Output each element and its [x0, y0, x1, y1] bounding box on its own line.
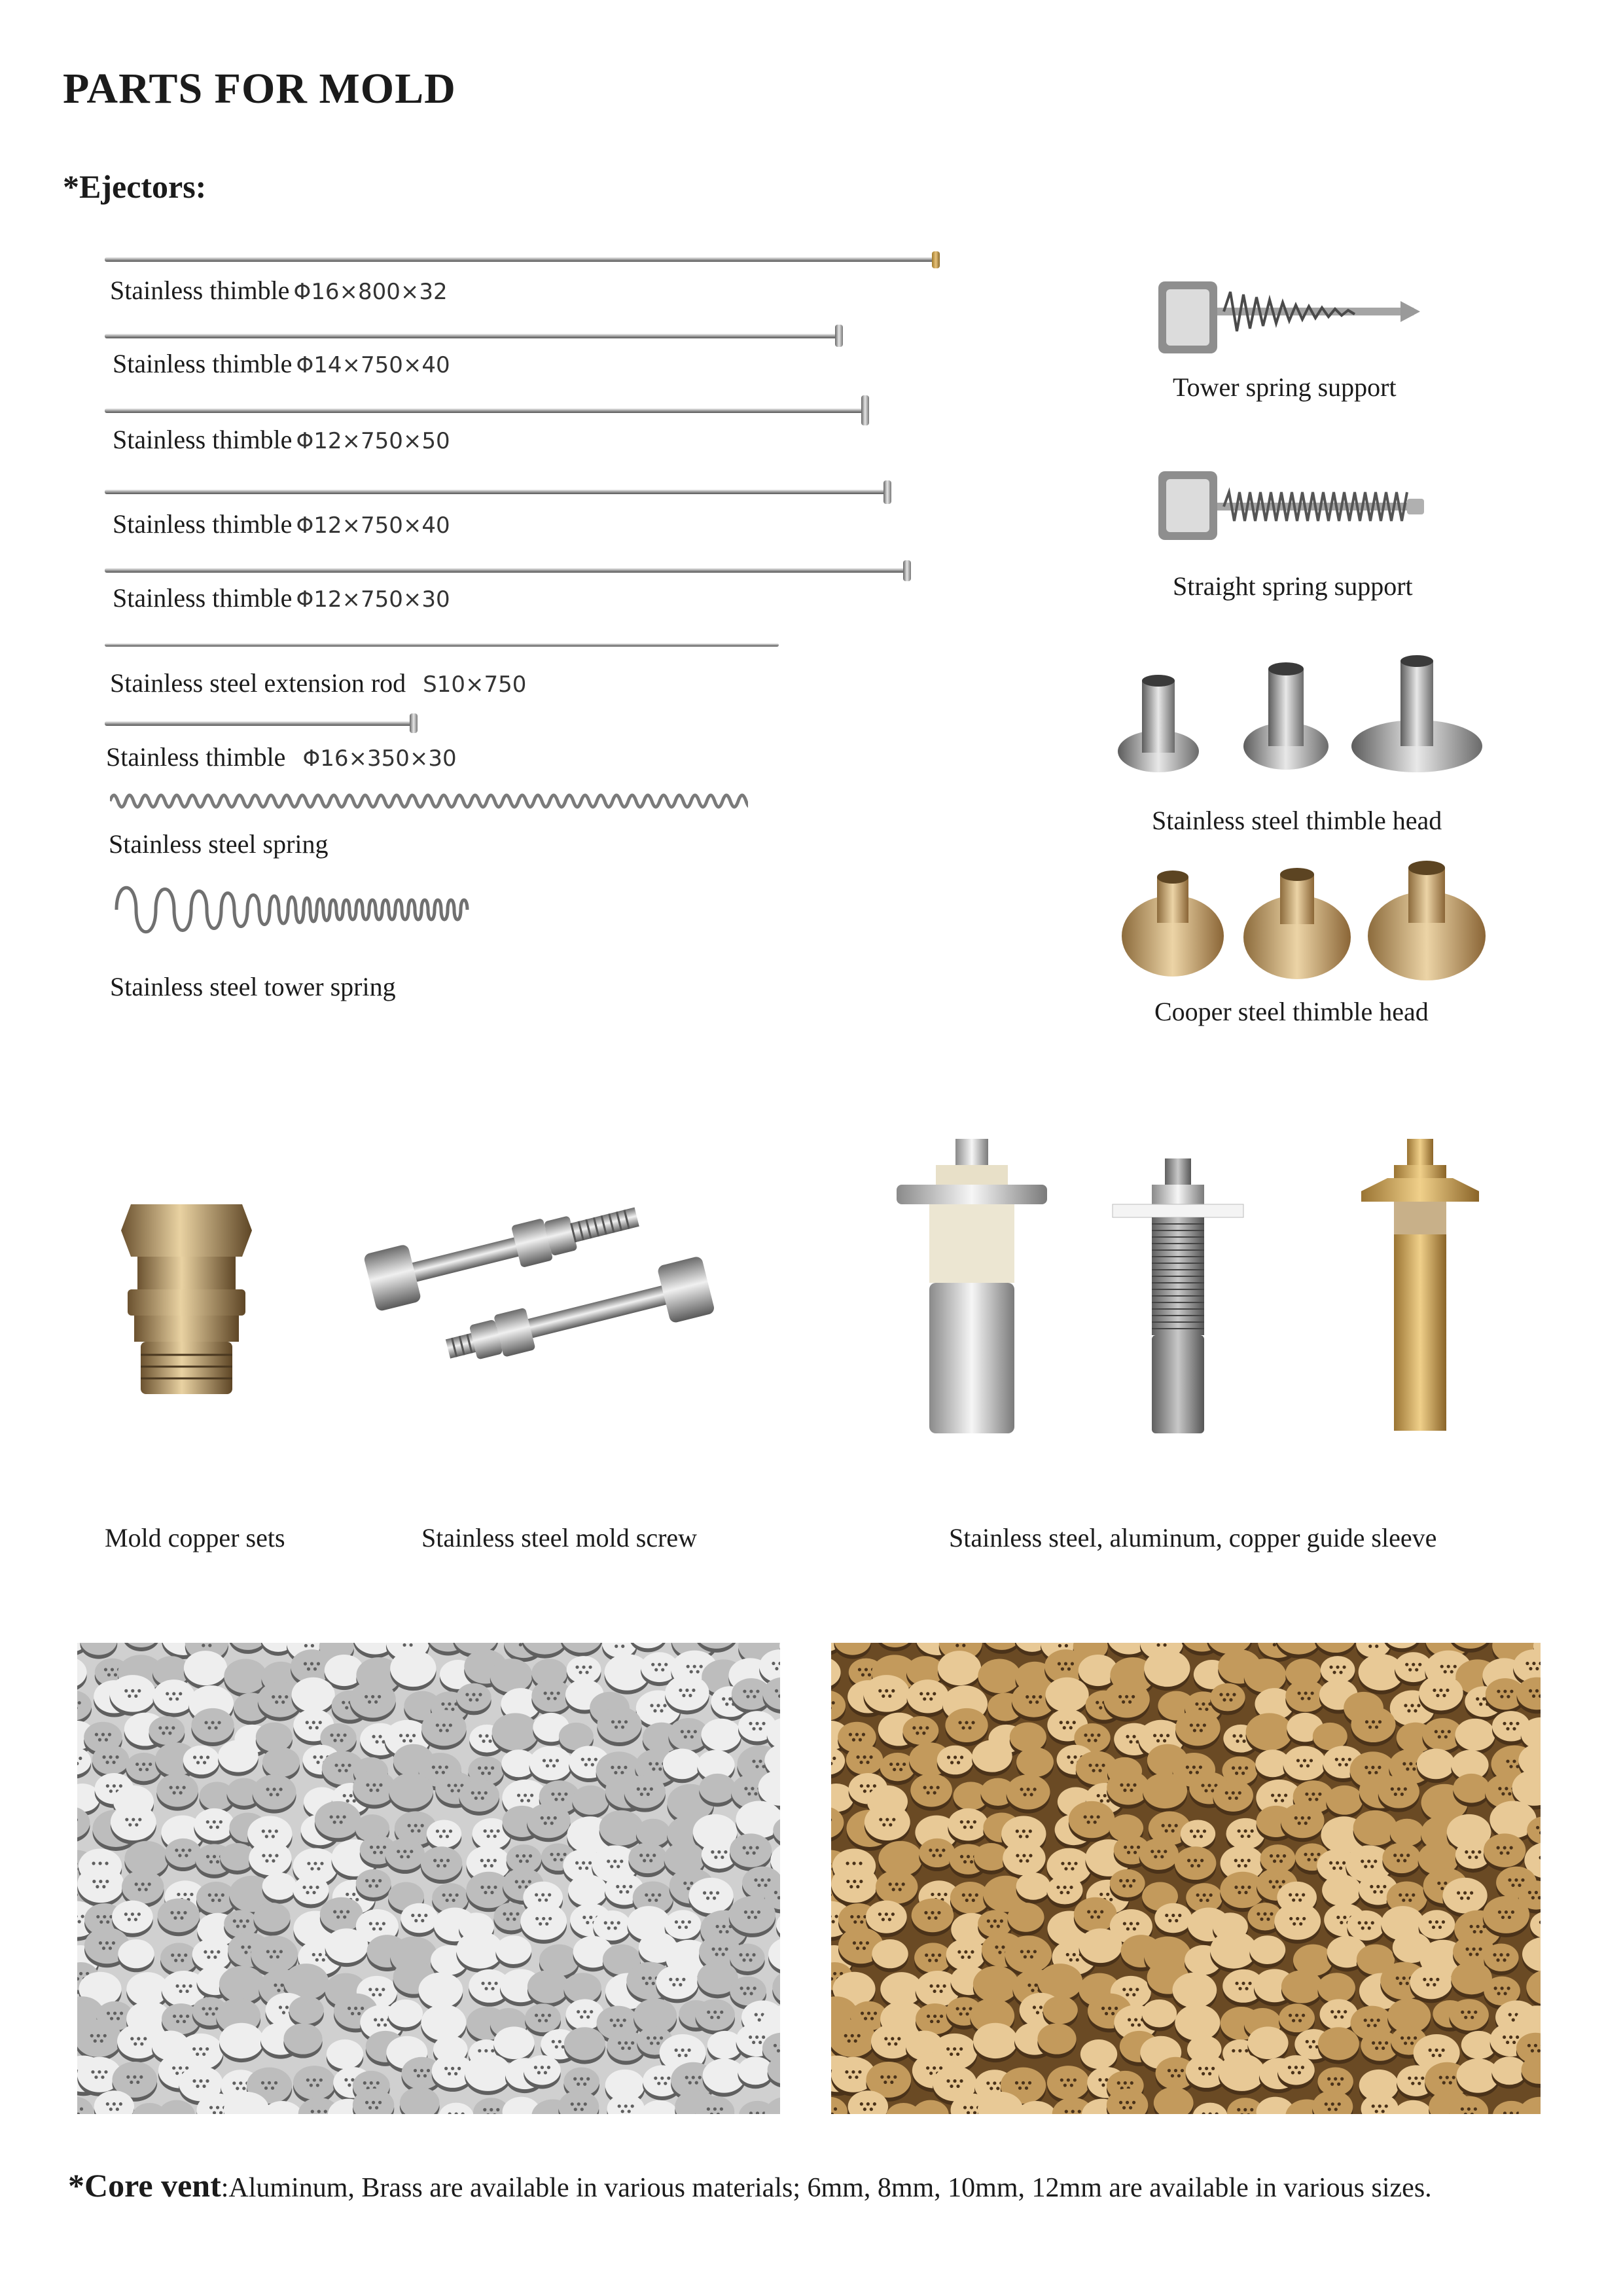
core-vent-caption — [68, 2166, 1432, 2204]
ejector-label — [106, 742, 457, 772]
ejector-spec: Φ12×750×30 — [296, 586, 450, 613]
mold-copper-set-image — [111, 1191, 262, 1407]
ejector-spec: Φ14×750×40 — [296, 352, 450, 378]
ejector-spec: S10×750 — [423, 672, 527, 698]
ejector-name: Stainless thimble — [113, 583, 293, 613]
right-part-label: Cooper steel thimble head — [1154, 997, 1429, 1026]
copper-thimble-heads-image — [1119, 857, 1492, 982]
ejector-name: Stainless thimble — [113, 509, 293, 539]
right-part-label: Straight spring support — [1173, 571, 1413, 601]
guide-sleeve-image — [890, 1139, 1505, 1453]
right-part-label: Stainless steel thimble head — [1152, 806, 1442, 835]
ejector-name: Stainless thimble — [110, 276, 290, 305]
core-vent-text: :Aluminum, Brass are available in various materials; 6mm, 8mm, 10mm, 12mm are available in various sizes. — [221, 2173, 1432, 2203]
ejector-label — [110, 668, 526, 698]
tower-spring-support-image — [1152, 268, 1433, 367]
ejector-name: Stainless steel extension rod — [110, 668, 406, 698]
ejector-label — [110, 275, 448, 306]
ejector-label: Stainless steel tower spring — [110, 972, 396, 1001]
page-title: PARTS FOR MOLD — [63, 65, 456, 113]
aluminum-core-vents-image — [77, 1643, 780, 2114]
middle-part-label: Mold copper sets — [105, 1523, 285, 1552]
ejector-spec: Φ12×750×50 — [296, 428, 450, 454]
ejector-label — [113, 509, 450, 539]
ejector-spec: Φ12×750×40 — [296, 512, 450, 539]
middle-part-label: Stainless steel, aluminum, copper guide sleeve — [949, 1523, 1437, 1552]
ejector-name: Stainless thimble — [113, 349, 293, 378]
ejector-spec: Φ16×350×30 — [302, 745, 457, 772]
ejector-label — [113, 348, 450, 379]
mold-screw-image — [353, 1191, 733, 1368]
middle-part-label: Stainless steel mold screw — [421, 1523, 698, 1552]
ejector-name: Stainless thimble — [113, 425, 293, 454]
ejector-label — [113, 583, 450, 613]
brass-core-vents-image — [831, 1643, 1541, 2114]
ejector-name: Stainless thimble — [106, 742, 286, 772]
ejector-spec: Φ16×800×32 — [293, 279, 448, 305]
straight-spring-support-image — [1152, 465, 1433, 550]
ejector-label — [113, 424, 450, 455]
stainless-thimble-heads-image — [1113, 655, 1492, 779]
ejector-label: Stainless steel spring — [109, 829, 329, 859]
core-vent-label: *Core vent — [68, 2167, 221, 2204]
ejectors-heading: *Ejectors: — [63, 168, 207, 205]
right-part-label: Tower spring support — [1173, 372, 1397, 402]
